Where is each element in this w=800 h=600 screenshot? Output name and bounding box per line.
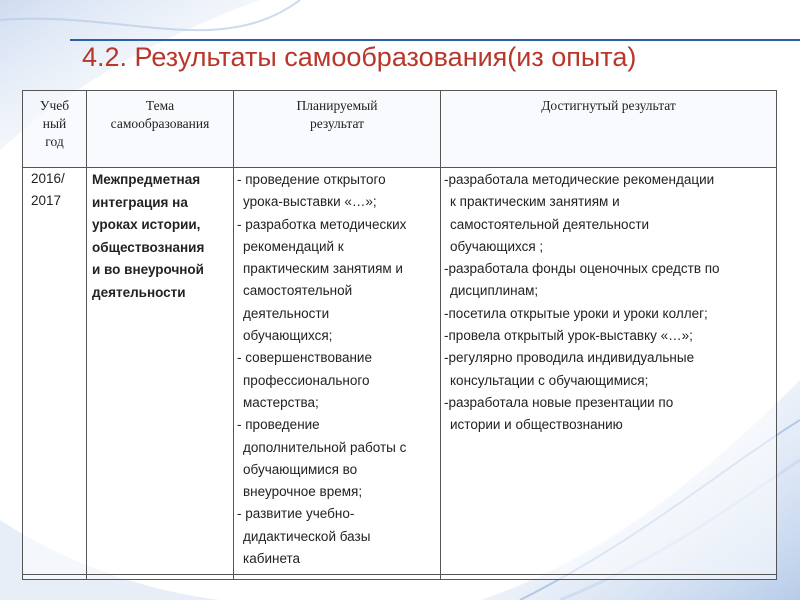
table-row-empty (23, 575, 777, 580)
slide-title: 4.2. Результаты самообразования(из опыта) (82, 42, 637, 72)
header-topic: Тема самообразования (87, 91, 234, 168)
header-year: Учеб ный год (23, 91, 87, 168)
cell-year: 2016/ 2017 (23, 168, 87, 575)
title-underline (70, 39, 800, 41)
cell-topic: Межпредметная интеграция на уроках истории, обществознания и во внеурочной деятельности (87, 168, 234, 575)
results-table (22, 90, 776, 598)
header-plan: Планируемый результат (234, 91, 441, 168)
empty-cell (87, 575, 234, 580)
empty-cell (234, 575, 441, 580)
header-row (23, 91, 777, 168)
empty-cell (441, 575, 777, 580)
table-row (23, 168, 777, 575)
empty-cell (23, 575, 87, 580)
header-result: Достигнутый результат (441, 91, 777, 168)
cell-plan: - проведение открытого урока-выставки «…»; - разработка методических рекомендаций к практическим занятиям и самостоятельной деятельности обучающихся; - совершенствование профессионального мастерства; - проведение дополнительной работы с обучающимися во внеурочное время; - развитие учебно- дидактической базы кабинета (234, 168, 441, 575)
cell-result: -разработала методические рекомендации к практическим занятиям и самостоятельной деятельности обучающихся ; -разработала фонды оценочных средств по дисциплинам; -посетила открытые уроки и уроки коллег; -провела открытый урок-выставку «…»; -регулярно проводила индивидуальные консультации с обучающимися; -разработала новые презентации по истории и обществознанию (441, 168, 777, 575)
